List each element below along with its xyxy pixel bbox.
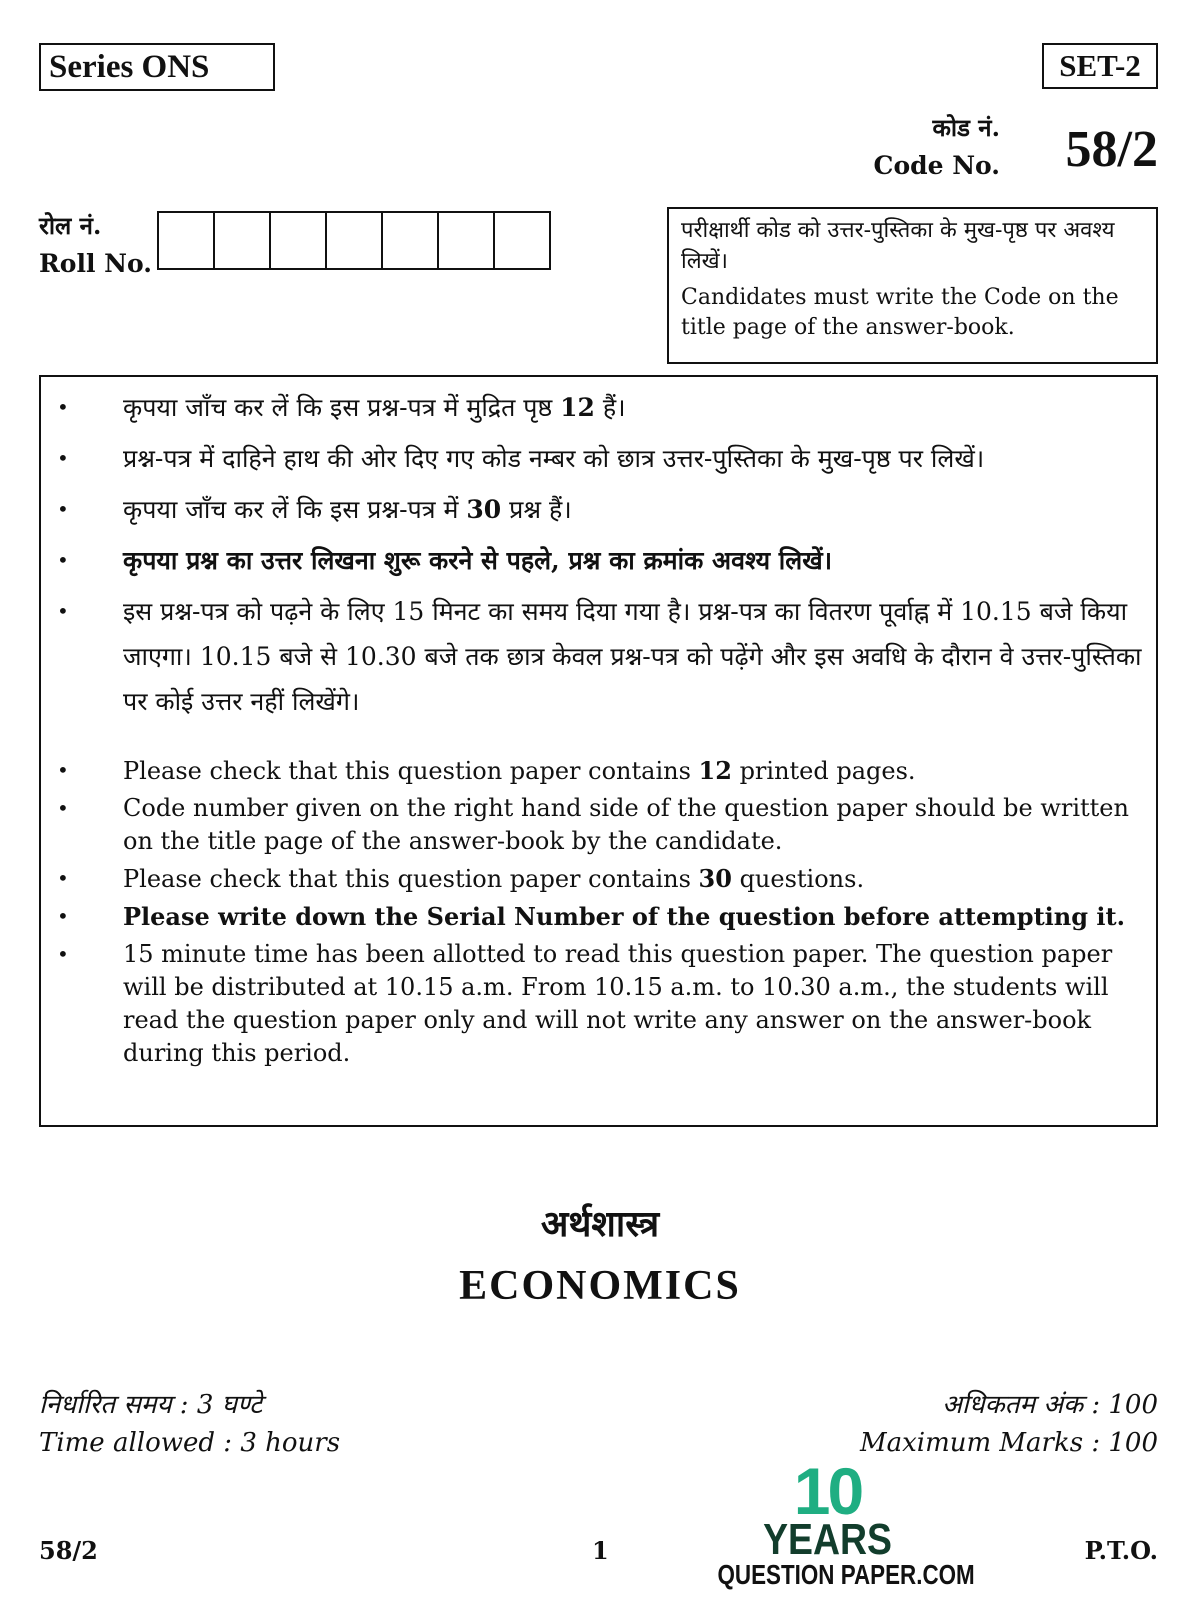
- logo-site: QUESTION PAPER.COM: [717, 1559, 975, 1590]
- logo-ten: 10: [793, 1454, 862, 1528]
- time-allowed-hindi: निर्धारित समय : 3 घण्टे: [39, 1390, 263, 1420]
- instruction-item: [41, 436, 1142, 481]
- notice-hindi: परीक्षार्थी कोड को उत्तर-पुस्तिका के मुख-पृष्ठ पर अवश्य लिखें।: [681, 218, 1115, 274]
- bullet: •: [57, 497, 69, 521]
- bullet: •: [57, 796, 69, 820]
- roll-digit-box[interactable]: [327, 213, 383, 268]
- instruction-item: [41, 589, 1142, 724]
- instruction-text: Please check that this question paper contains: [123, 757, 699, 785]
- instruction-text: इस प्रश्न-पत्र को पढ़ने के लिए 15 मिनट का समय दिया गया है। प्रश्न-पत्र का वितरण पूर्वाह्न में 10.15 बजे किया जाएगा। 10.15 बजे से 10.30 बजे तक छात्र केवल प्रश्न-पत्र को पढ़ेंगे और इस अवधि के दौरान वे उत्तर-पुस्तिका पर कोई उत्तर नहीं लिखेंगे।: [123, 597, 1142, 716]
- roll-digit-box[interactable]: [271, 213, 327, 268]
- instruction-text: 30: [466, 495, 502, 524]
- bullet: •: [57, 942, 69, 966]
- instruction-text: 12: [560, 393, 595, 422]
- roll-number-boxes[interactable]: [157, 211, 551, 270]
- footer-code: 58/2: [39, 1536, 98, 1565]
- bullet: •: [57, 599, 69, 623]
- code-label-hindi: कोड नं.: [932, 113, 1000, 142]
- bullet: •: [57, 904, 69, 928]
- instruction-text: कृपया प्रश्न का उत्तर लिखना शुरू करने से पहले, प्रश्न का क्रमांक अवश्य लिखें।: [123, 546, 833, 575]
- instruction-text: प्रश्न हैं।: [501, 495, 572, 524]
- roll-digit-box[interactable]: [159, 213, 215, 268]
- roll-digit-box[interactable]: [495, 213, 549, 268]
- instruction-text: प्रश्न-पत्र में दाहिने हाथ की ओर दिए गए कोड नम्बर को छात्र उत्तर-पुस्तिका के मुख-पृष्ठ पर लिखें।: [123, 444, 985, 473]
- instructions-box: [39, 375, 1158, 1127]
- max-marks-hindi: अधिकतम अंक : 100: [942, 1390, 1158, 1420]
- code-label: Code No.: [873, 151, 1000, 180]
- subject-title: ECONOMICS: [459, 1263, 741, 1309]
- bullet: •: [57, 758, 69, 782]
- instruction-item: [41, 938, 1142, 1070]
- instruction-text: हैं।: [594, 393, 626, 422]
- logo-years: YEARS: [763, 1515, 892, 1564]
- roll-digit-box[interactable]: [215, 213, 271, 268]
- bullet: •: [57, 446, 69, 470]
- instruction-item: [41, 385, 1142, 430]
- instruction-text: 30: [698, 864, 732, 893]
- page-number: 1: [592, 1536, 609, 1565]
- max-marks: Maximum Marks : 100: [860, 1428, 1158, 1458]
- roll-label-hindi: रोल नं.: [39, 211, 102, 240]
- pto-label: P.T.O.: [1084, 1536, 1158, 1565]
- code-number: 58/2: [1065, 121, 1158, 178]
- instruction-item: [41, 792, 1142, 858]
- site-logo: [690, 1454, 975, 1590]
- spacer: [41, 730, 1142, 754]
- instruction-text: Code number given on the right hand side of the question paper should be written on the title page of the answer-book by the candidate.: [123, 794, 1129, 855]
- instruction-text: कृपया जाँच कर लें कि इस प्रश्न-पत्र में: [123, 495, 467, 524]
- series-label: Series ONS: [39, 43, 275, 91]
- roll-digit-box[interactable]: [439, 213, 495, 268]
- instruction-text: questions.: [731, 865, 865, 893]
- instruction-item: [41, 754, 1142, 788]
- subject-title-hindi: अर्थशास्त्र: [540, 1203, 660, 1245]
- notice-english: Candidates must write the Code on the title page of the answer-book.: [681, 285, 1119, 340]
- instruction-text: printed pages.: [731, 757, 916, 785]
- roll-digit-box[interactable]: [383, 213, 439, 268]
- instruction-text: कृपया जाँच कर लें कि इस प्रश्न-पत्र में मुद्रित पृष्ठ: [123, 393, 561, 422]
- instruction-item: [41, 538, 1142, 583]
- roll-label: Roll No.: [39, 249, 152, 278]
- bullet: •: [57, 395, 69, 419]
- time-allowed: Time allowed : 3 hours: [39, 1428, 341, 1458]
- instruction-text: Please check that this question paper contains: [123, 865, 699, 893]
- instruction-item: [41, 900, 1142, 934]
- instruction-text: 12: [698, 756, 732, 785]
- set-label: SET-2: [1042, 43, 1158, 89]
- instruction-item: [41, 862, 1142, 896]
- instruction-item: [41, 487, 1142, 532]
- instruction-text: Please write down the Serial Number of the question before attempting it.: [123, 902, 1125, 931]
- bullet: •: [57, 548, 69, 572]
- instruction-text: 15 minute time has been allotted to read this question paper. The question paper will be distributed at 10.15 a.m. From 10.15 a.m. to 10.30 a.m., the students will read the question paper only and will not write any answer on the answer-book during this period.: [123, 940, 1113, 1067]
- bullet: •: [57, 866, 69, 890]
- code-notice-box: [667, 207, 1158, 364]
